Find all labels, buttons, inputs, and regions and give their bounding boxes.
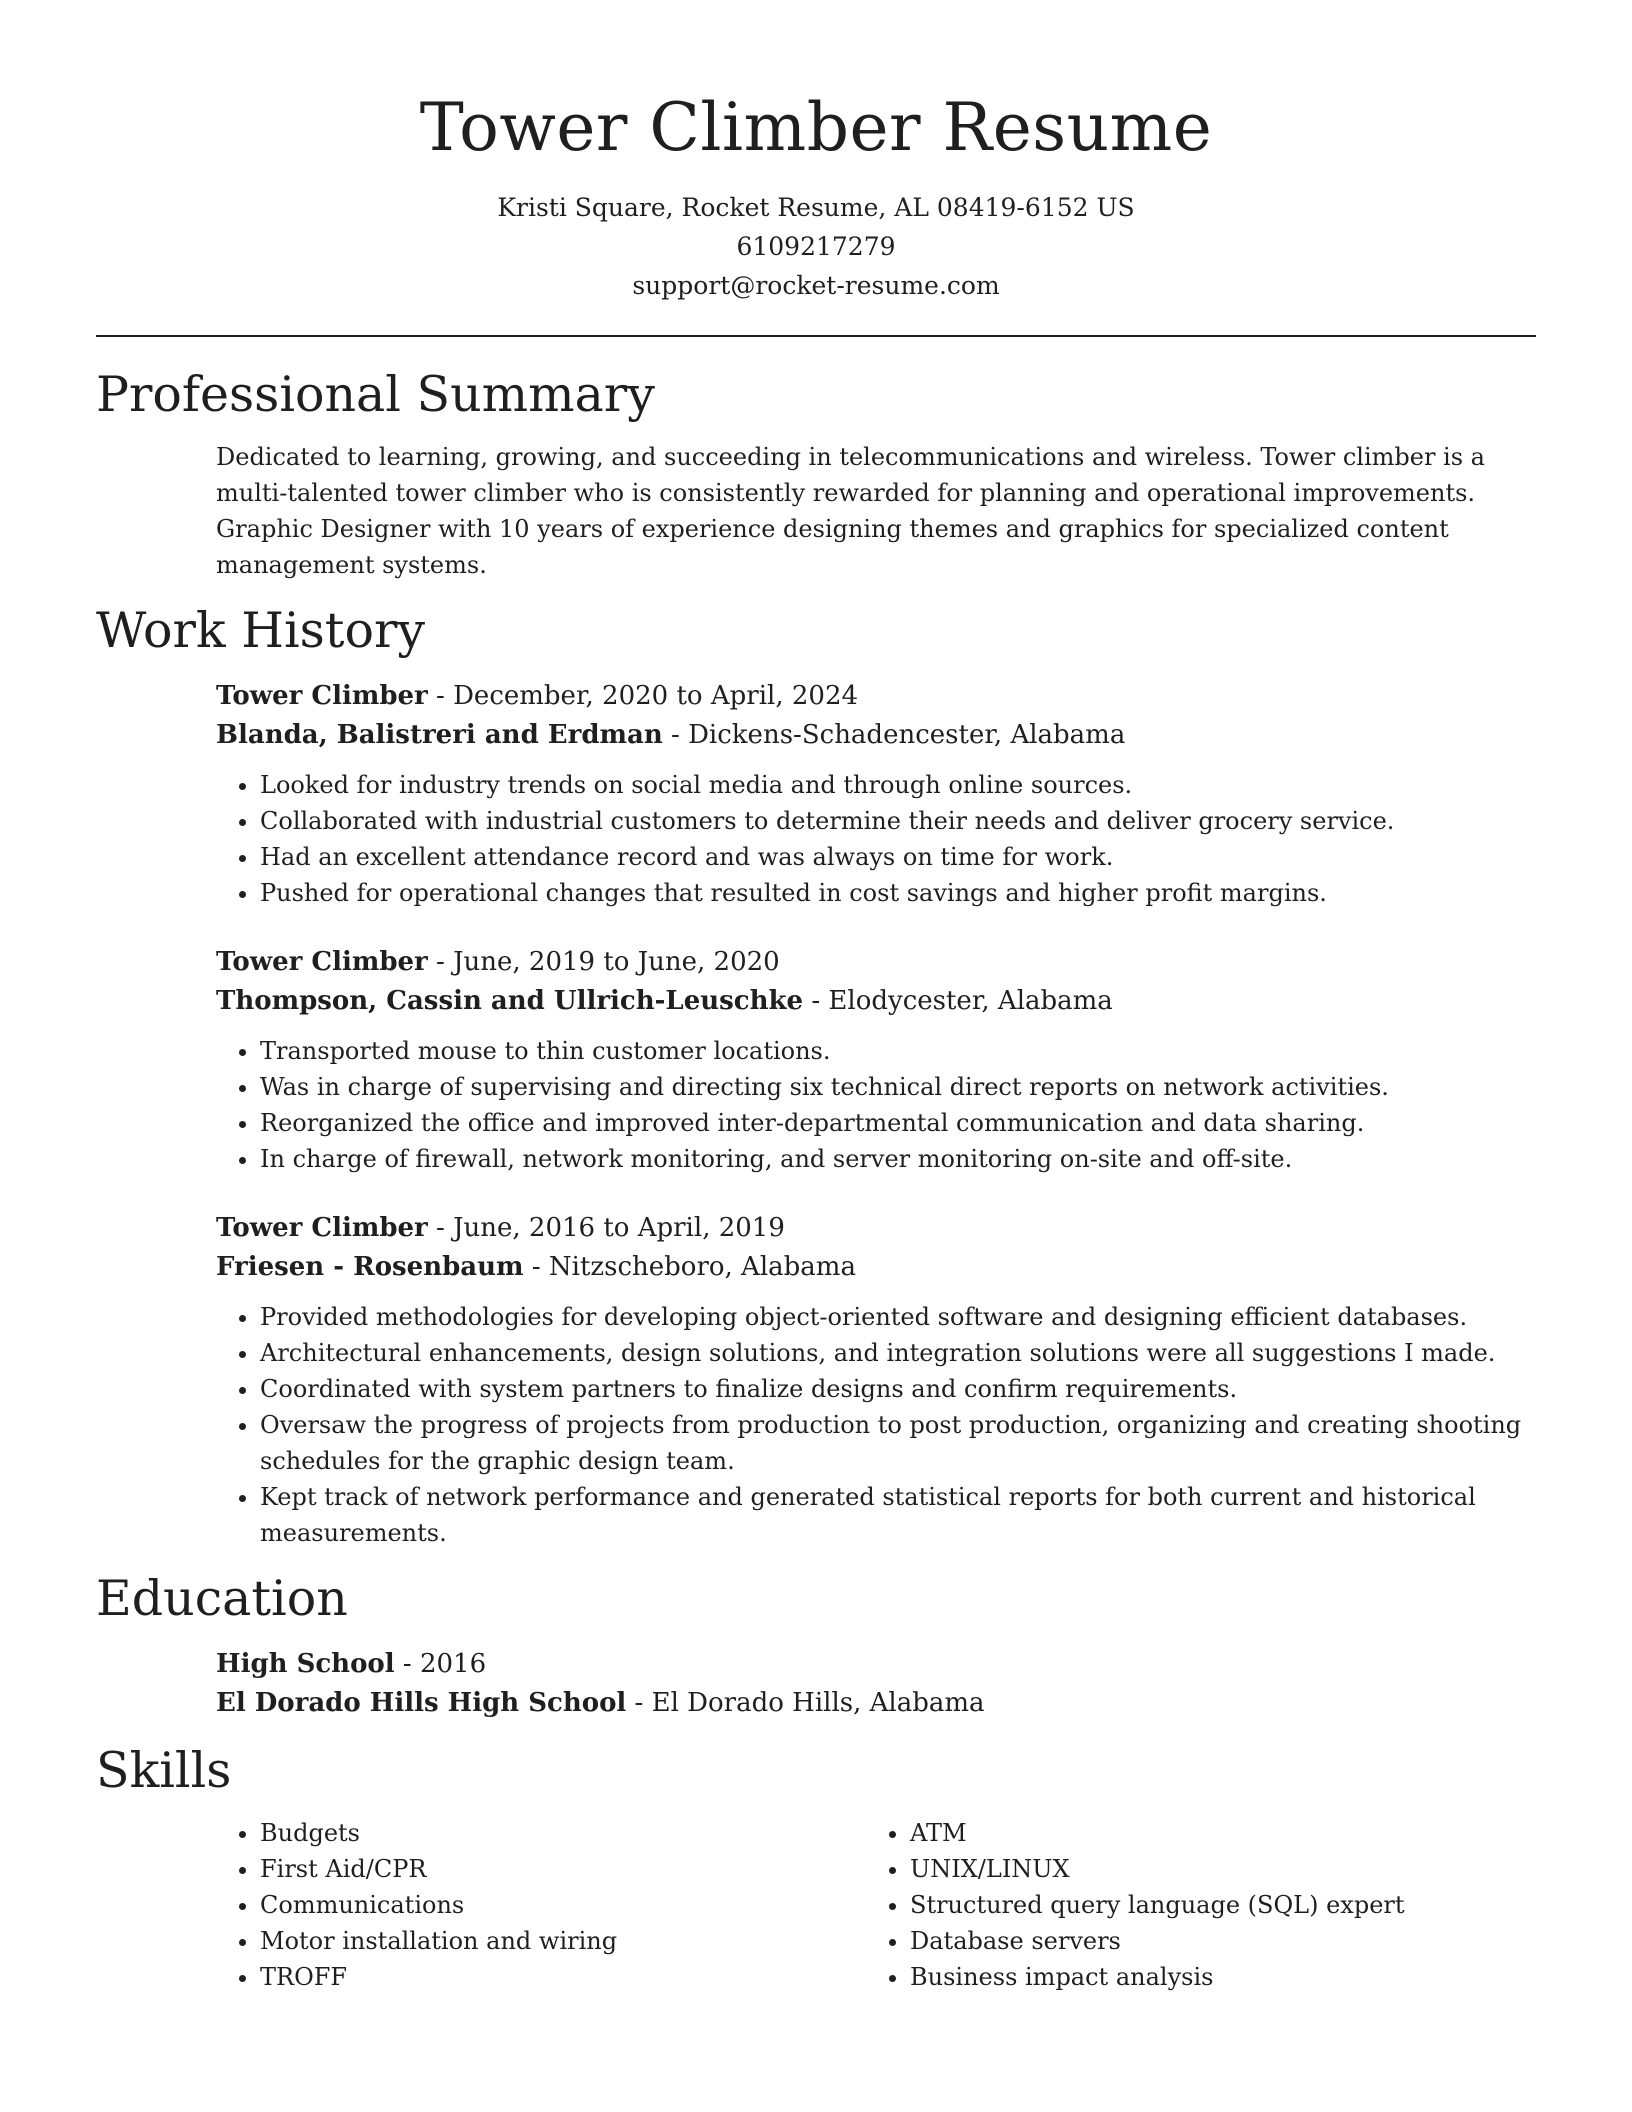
job-title: Tower Climber <box>216 1213 428 1243</box>
contact-email: support@rocket-resume.com <box>632 271 1000 300</box>
job-company: Blanda, Balistreri and Erdman <box>216 720 663 750</box>
job-company: Friesen - Rosenbaum <box>216 1252 524 1282</box>
work-history-section <box>96 599 1536 1551</box>
resume-title: Tower Climber Resume <box>419 89 1213 166</box>
job-company-line <box>216 982 1536 1021</box>
job-title-line <box>216 677 1536 716</box>
job-title-line <box>216 1209 1536 1248</box>
job-bullets <box>216 767 1536 911</box>
list-item: • First Aid/CPR <box>260 1851 866 1887</box>
education-section <box>96 1567 1536 1723</box>
list-item: • Was in charge of supervising and directing six technical direct reports on network activities. <box>260 1069 1536 1105</box>
job-bullets <box>216 1033 1536 1177</box>
list-item: • ATM <box>910 1815 1516 1851</box>
list-item: • Budgets <box>260 1815 866 1851</box>
education-year: - 2016 <box>394 1649 487 1679</box>
education-degree-line <box>216 1645 1536 1684</box>
education-location: - El Dorado Hills, Alabama <box>626 1688 985 1718</box>
list-item: • Coordinated with system partners to finalize designs and confirm requirements. <box>260 1371 1536 1407</box>
contact-block <box>96 188 1536 305</box>
resume-page <box>96 0 1536 1995</box>
job-entry <box>216 677 1536 911</box>
summary-heading: Professional Summary <box>96 366 655 423</box>
list-item: • In charge of firewall, network monitoring, and server monitoring on-site and off-site. <box>260 1141 1536 1177</box>
job-dates: - June, 2016 to April, 2019 <box>427 1213 785 1243</box>
list-item: • UNIX/LINUX <box>910 1851 1516 1887</box>
skills-heading: Skills <box>96 1742 232 1799</box>
list-item: • Kept track of network performance and generated statistical reports for both current and historical measurements. <box>260 1479 1536 1551</box>
list-item: • Architectural enhancements, design solutions, and integration solutions were all suggestions I made. <box>260 1335 1536 1371</box>
skills-section <box>96 1739 1536 1995</box>
job-location: - Nitzscheboro, Alabama <box>523 1252 856 1282</box>
list-item: • Looked for industry trends on social media and through online sources. <box>260 767 1536 803</box>
skills-left-column <box>216 1815 866 1995</box>
contact-phone: 6109217279 <box>736 232 896 261</box>
summary-text: Dedicated to learning, growing, and succeeding in telecommunications and wireless. Tower climber is a multi-talented tower climber who is consistently rewarded for planning and operational improvements. Graphic Designer with 10 years of experience designing themes and graphics for specialized content management systems. <box>216 443 1485 579</box>
skills-right-column <box>866 1815 1516 1995</box>
skills-columns <box>216 1815 1536 1995</box>
work-history-heading: Work History <box>96 602 426 659</box>
contact-address: Kristi Square, Rocket Resume, AL 08419-6152 US <box>497 193 1135 222</box>
job-entry <box>216 943 1536 1177</box>
job-dates: - December, 2020 to April, 2024 <box>427 681 859 711</box>
job-dates: - June, 2019 to June, 2020 <box>427 947 780 977</box>
education-heading: Education <box>96 1570 348 1627</box>
job-title-line <box>216 943 1536 982</box>
summary-section <box>96 363 1536 583</box>
list-item: • Provided methodologies for developing object-oriented software and designing efficient databases. <box>260 1299 1536 1335</box>
education-school: El Dorado Hills High School <box>216 1688 627 1718</box>
list-item: • Collaborated with industrial customers to determine their needs and deliver grocery service. <box>260 803 1536 839</box>
job-location: - Elodycester, Alabama <box>803 986 1113 1016</box>
job-company-line <box>216 716 1536 755</box>
job-title: Tower Climber <box>216 947 428 977</box>
header-divider <box>96 335 1536 337</box>
list-item: • Pushed for operational changes that resulted in cost savings and higher profit margins. <box>260 875 1536 911</box>
list-item: • Database servers <box>910 1923 1516 1959</box>
education-school-line <box>216 1684 1536 1723</box>
job-title: Tower Climber <box>216 681 428 711</box>
job-company-line <box>216 1248 1536 1287</box>
job-bullets <box>216 1299 1536 1551</box>
job-entry <box>216 1209 1536 1551</box>
education-entry <box>216 1645 1536 1723</box>
education-degree: High School <box>216 1649 395 1679</box>
resume-header <box>96 0 1536 305</box>
job-location: - Dickens-Schadencester, Alabama <box>662 720 1126 750</box>
job-company: Thompson, Cassin and Ullrich-Leuschke <box>216 986 804 1016</box>
list-item: • Transported mouse to thin customer locations. <box>260 1033 1536 1069</box>
list-item: • Motor installation and wiring <box>260 1923 866 1959</box>
list-item: • Reorganized the office and improved inter-departmental communication and data sharing. <box>260 1105 1536 1141</box>
list-item: • TROFF <box>260 1959 866 1995</box>
list-item: • Business impact analysis <box>910 1959 1516 1995</box>
list-item: • Communications <box>260 1887 866 1923</box>
list-item: • Structured query language (SQL) expert <box>910 1887 1516 1923</box>
list-item: • Oversaw the progress of projects from production to post production, organizing and creating shooting schedules for the graphic design team. <box>260 1407 1536 1479</box>
list-item: • Had an excellent attendance record and was always on time for work. <box>260 839 1536 875</box>
